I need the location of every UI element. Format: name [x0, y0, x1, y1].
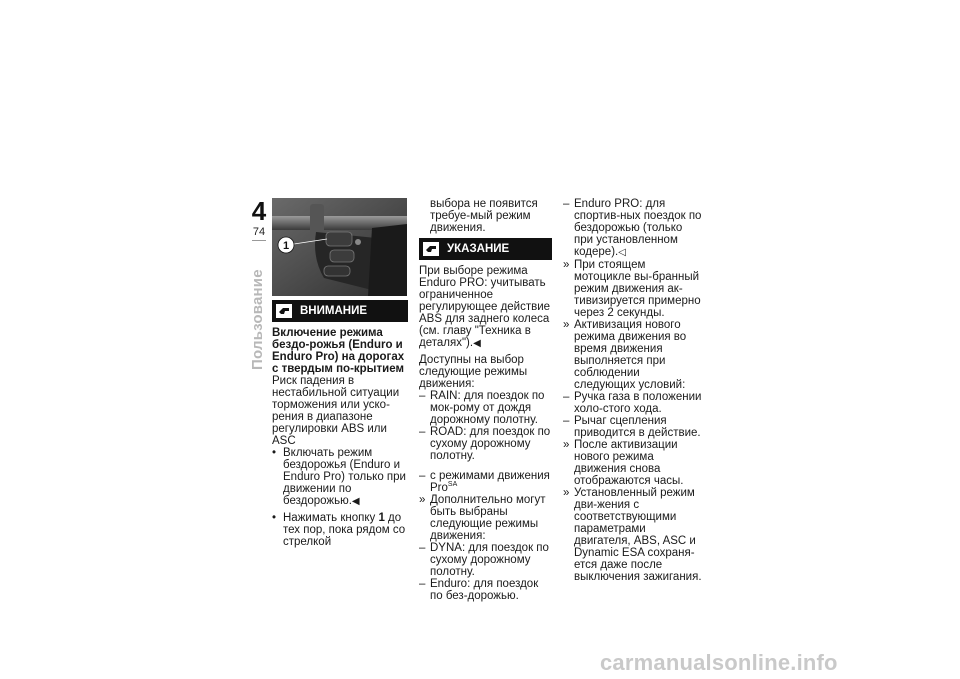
arrow-marker: » [563, 259, 570, 271]
column-3 [563, 198, 703, 583]
chapter-number: 4 [251, 196, 267, 226]
bullet-marker: • [272, 512, 277, 524]
dash-marker: – [419, 426, 426, 438]
list-item [563, 259, 703, 319]
dash-marker: – [419, 390, 426, 402]
warning-banner-label: ВНИМАНИЕ [300, 305, 368, 317]
list-item [419, 390, 552, 426]
list-item [563, 487, 703, 583]
end-marker-white-icon: ◁ [618, 247, 626, 258]
end-marker-icon: ◀ [473, 338, 481, 349]
dash-marker: – [563, 415, 570, 427]
key-number: 1 [378, 512, 385, 524]
mode-retained-text: Установленный режим дви-жения с соответствующими параметрами двигателя, ABS, ASC и Dynamic ESA сохраня-ется даже после выключения зажигания. [574, 487, 702, 583]
arrow-marker: » [563, 319, 570, 331]
page-number-rule [252, 240, 266, 241]
arrow-marker: » [419, 494, 426, 506]
bullet-text-press-pre: Нажимать кнопку [283, 512, 379, 524]
mode-rain: RAIN: для поездок по мок-рому от дождя дорожному полотну. [430, 390, 545, 426]
condition-clutch: Рычаг сцепления приводится в действие. [574, 415, 701, 439]
handlebar-switch-photo [272, 198, 407, 296]
mode-enduro-pro: Enduro PRO: для спортив-ных поездок по бездорожью (только при установленном кодере). [574, 198, 702, 258]
page-number: 74 [252, 226, 266, 238]
arrow-marker: » [563, 487, 570, 499]
moving-activation-text: Активизация нового режима движения во время движения выполняется при соблюдении следующих условий: [574, 319, 687, 391]
mode-enduro: Enduro: для поездок по без-дорожью. [430, 578, 539, 602]
list-item [563, 198, 703, 259]
note-banner-label: УКАЗАНИЕ [447, 243, 510, 255]
column-2 [419, 198, 552, 602]
list-item [563, 439, 703, 487]
special-accessory-sup: SA [447, 481, 458, 489]
list-item [419, 426, 552, 462]
note-hand-icon [423, 242, 439, 256]
list-item [563, 415, 703, 439]
bullet-marker: • [272, 447, 277, 459]
section-title-vertical: Пользование [249, 269, 266, 370]
list-item [419, 578, 552, 602]
mode-road: ROAD: для поездок по сухому дорожному полотну. [430, 426, 551, 462]
mode-dyna: DYNA: для поездок по сухому дорожному полотну. [430, 542, 549, 578]
pro-modes-text: с режимами движения Pro [430, 470, 550, 494]
handlebar-illustration [272, 198, 407, 296]
note-banner [419, 238, 552, 260]
dash-marker: – [419, 470, 426, 482]
bullet-text-press-post: до тех пор, пока рядом со стрелкой [283, 512, 406, 548]
continued-text: выбора не появится требуе-мый режим движения. [430, 198, 538, 234]
dash-marker: – [563, 391, 570, 403]
list-item [563, 391, 703, 415]
column-1 [272, 300, 408, 548]
list-item [419, 470, 552, 494]
extra-modes-text: Дополнительно могут быть выбраны следующие режимы движения: [430, 494, 546, 542]
list-item [272, 447, 408, 508]
list-item [272, 512, 408, 548]
watermark-logo: carmanualsonline.info [600, 650, 838, 675]
dash-marker: – [419, 542, 426, 554]
after-activation-text: После активизации нового режима движения снова отображаются часы. [574, 439, 684, 487]
photo-callout-number: 1 [282, 240, 290, 252]
bullet-text-offroad: Включать режим бездорожья (Enduro и Enduro Pro) только при движении по бездорожью. [283, 447, 406, 507]
warning-heading: Включение режима бездо-рожья (Enduro и Enduro Pro) на дорогах с твердым по-крытием [272, 327, 405, 375]
warning-hand-icon [276, 304, 292, 318]
warning-banner [272, 300, 408, 322]
dash-marker: – [419, 578, 426, 590]
warning-text: Риск падения в нестабильной ситуации торможения или уско-рения в диапазоне регулировки ABS или ASC [272, 375, 400, 447]
end-marker-icon: ◀ [351, 496, 360, 507]
note-text: При выборе режима Enduro PRO: учитывать ограниченное регулирующее действие ABS для заднего колеса (см. главу "Техника в деталях"). [419, 265, 551, 349]
available-modes-text: Доступны на выбор следующие режимы движения: [419, 354, 528, 390]
condition-throttle: Ручка газа в положении холо-стого хода. [574, 391, 702, 415]
list-item [419, 494, 552, 542]
standstill-activation-text: При стоящем мотоцикле вы-бранный режим движения ак-тивизируется примерно через 2 секунды. [574, 259, 701, 319]
dash-marker: – [563, 198, 570, 210]
list-item [419, 542, 552, 578]
arrow-marker: » [563, 439, 570, 451]
list-item [563, 319, 703, 391]
